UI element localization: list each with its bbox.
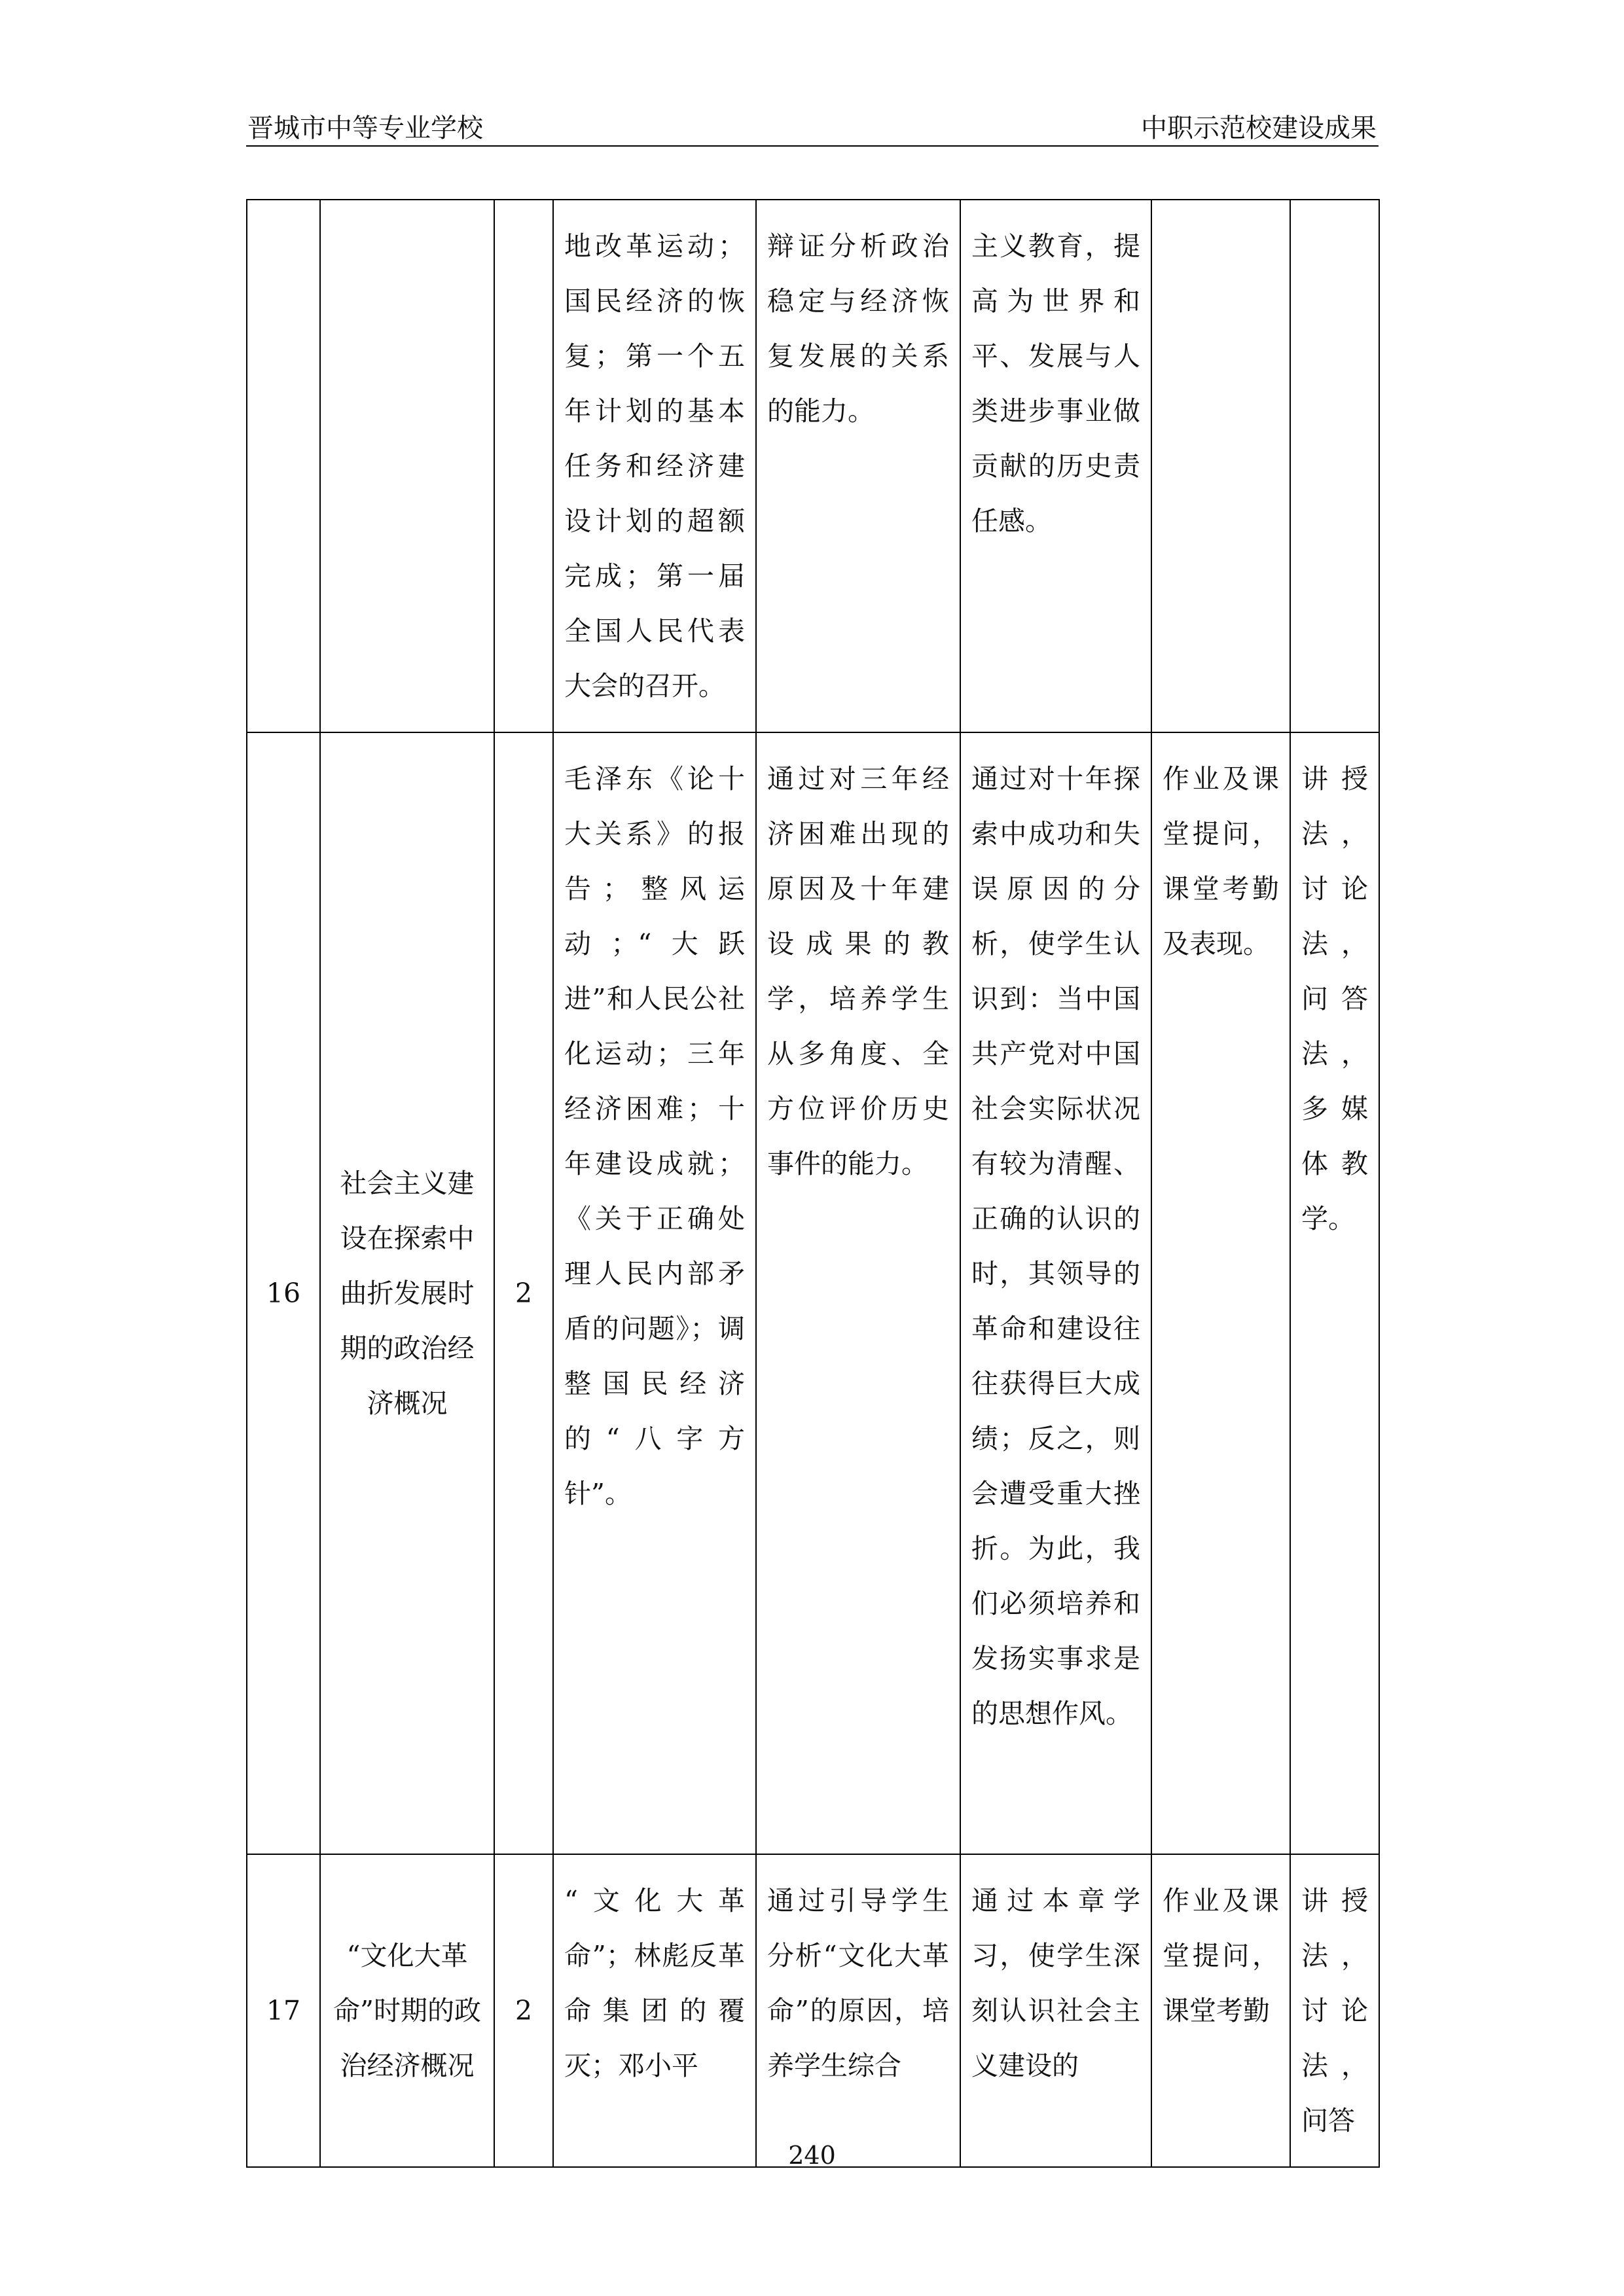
header-school-name: 晋城市中等专业学校: [247, 113, 483, 143]
lesson-number-cell: [247, 200, 320, 732]
lesson-number-cell: 17: [247, 1854, 320, 2167]
teaching-method-cell: [1290, 200, 1379, 732]
header-document-title: 中职示范校建设成果: [1141, 113, 1377, 143]
emotion-goal-cell: 通过本章学习，使学生深刻认识社会主义建设的: [960, 1854, 1151, 2167]
teaching-method-cell: 讲授法，讨论法，问答法，多媒体教学。: [1290, 732, 1379, 1854]
lesson-title-cell: “文化大革命”时期的政治经济概况: [320, 1854, 494, 2167]
assessment-cell: 作业及课堂提问，课堂考勤: [1151, 1854, 1290, 2167]
assessment-cell: [1151, 200, 1290, 732]
ability-goal-cell: 辩证分析政治稳定与经济恢复发展的关系的能力。: [756, 200, 960, 732]
lesson-hours-cell: 2: [494, 732, 553, 1854]
header-divider: [246, 145, 1379, 147]
assessment-cell: 作业及课堂提问，课堂考勤及表现。: [1151, 732, 1290, 1854]
lesson-content-cell: “文化大革命”；林彪反革命集团的覆灭；邓小平: [553, 1854, 756, 2167]
ability-goal-cell: 通过对三年经济困难出现的原因及十年建设成果的教学，培养学生从多角度、全方位评价历史事件的能力。: [756, 732, 960, 1854]
lesson-title-cell: 社会主义建设在探索中曲折发展时期的政治经济概况: [320, 732, 494, 1854]
table-row: [247, 732, 1379, 1854]
teaching-method-cell: 讲授法，讨论法，问答: [1290, 1854, 1379, 2167]
ability-goal-cell: 通过引导学生分析“文化大革命”的原因，培养学生综合: [756, 1854, 960, 2167]
lesson-number-cell: 16: [247, 732, 320, 1854]
syllabus-table: [246, 199, 1380, 2168]
emotion-goal-cell: 通过对十年探索中成功和失误原因的分析，使学生认识到：当中国共产党对中国社会实际状况有较为清醒、正确的认识的时，其领导的革命和建设往往获得巨大成绩；反之，则会遭受重大挫折。为此，我们必须培养和发扬实事求是的思想作风。: [960, 732, 1151, 1854]
lesson-content-cell: 地改革运动；国民经济的恢复；第一个五年计划的基本任务和经济建设计划的超额完成；第一届全国人民代表大会的召开。: [553, 200, 756, 732]
lesson-content-cell: 毛泽东《论十大关系》的报告；整风运动；“大跃进”和人民公社化运动；三年经济困难；十年建设成就；《关于正确处理人民内部矛盾的问题》；调整国民经济的“八字方针”。: [553, 732, 756, 1854]
emotion-goal-cell: 主义教育，提高为世界和平、发展与人类进步事业做贡献的历史责任感。: [960, 200, 1151, 732]
table-row: [247, 200, 1379, 732]
lesson-hours-cell: [494, 200, 553, 732]
page-number: 240: [788, 2141, 836, 2170]
table-row: [247, 1854, 1379, 2167]
lesson-title-cell: [320, 200, 494, 732]
lesson-hours-cell: 2: [494, 1854, 553, 2167]
